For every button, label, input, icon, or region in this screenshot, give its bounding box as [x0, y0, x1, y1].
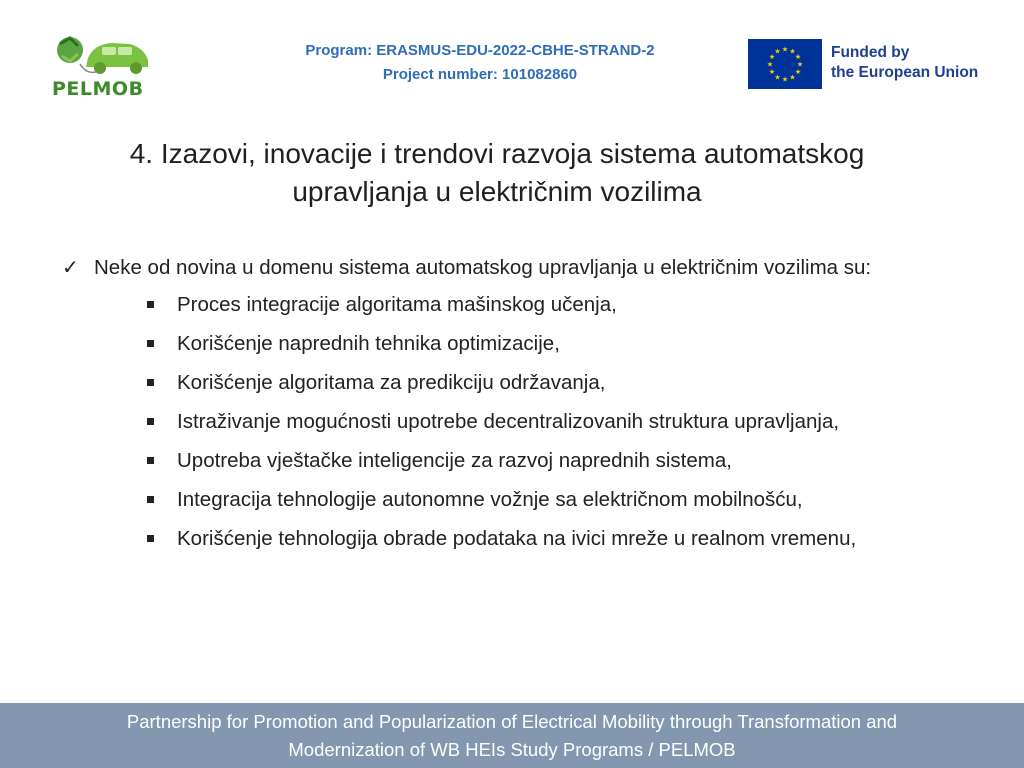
bullet-item — [177, 524, 947, 554]
eu-star-icon: ★ — [768, 54, 776, 61]
eu-star-icon: ★ — [794, 54, 802, 61]
bullet-text: Istraživanje mogućnosti upotrebe decentralizovanih struktura upravljanja, — [177, 410, 840, 433]
eu-star-icon: ★ — [774, 74, 781, 82]
bullet-item — [177, 407, 947, 437]
square-bullet-icon — [147, 535, 154, 542]
bullet-text: Integracija tehnologije autonomne vožnje sa električnom mobilnošću, — [177, 488, 803, 511]
footer-line-2: Modernization of WB HEIs Study Programs / PELMOB — [288, 739, 736, 760]
bullet-item — [177, 368, 947, 398]
bullet-text: Upotreba vještačke inteligencije za razvoj naprednih sistema, — [177, 449, 732, 472]
square-bullet-icon — [147, 457, 154, 464]
bullet-text: Korišćenje tehnologija obrade podataka na ivici mreže u realnom vremenu, — [177, 527, 857, 550]
intro-text: Neke od novina u domenu sistema automatskog upravljanja u električnim vozilima su: — [94, 256, 872, 279]
logo-wordmark: PELMOB — [52, 78, 144, 100]
project-number: Project number: 101082860 — [382, 66, 578, 83]
title-line-1: 4. Izazovi, inovacije i trendovi razvoja sistema automatskog — [129, 138, 865, 169]
square-bullet-icon — [147, 496, 154, 503]
eu-star-icon: ★ — [781, 46, 789, 54]
slide-content — [62, 253, 947, 563]
eu-star-icon: ★ — [789, 48, 796, 56]
bullet-item — [177, 485, 947, 515]
eu-star-icon: ★ — [768, 69, 776, 76]
square-bullet-icon — [147, 340, 154, 347]
square-bullet-icon — [147, 379, 154, 386]
bullet-text: Korišćenje naprednih tehnika optimizacije, — [177, 332, 560, 355]
footer-line-1: Partnership for Promotion and Popularization of Electrical Mobility through Transformation and — [126, 711, 898, 732]
bullet-list — [62, 290, 947, 554]
bullet-text: Korišćenje algoritama za predikciju održavanja, — [177, 371, 606, 394]
pelmob-logo — [50, 34, 152, 100]
eu-funding-badge — [748, 39, 998, 91]
eu-funding-text — [831, 43, 978, 83]
square-bullet-icon — [147, 301, 154, 308]
footer-bar — [0, 703, 1024, 768]
slide-title — [30, 135, 964, 211]
bullet-item — [177, 446, 947, 476]
eu-star-icon: ★ — [774, 48, 781, 56]
eu-line-1: Funded by — [831, 44, 910, 61]
intro-paragraph — [62, 253, 947, 283]
eu-star-icon: ★ — [794, 69, 802, 76]
eu-star-icon: ★ — [766, 61, 774, 69]
bullet-item — [177, 329, 947, 359]
eu-star-icon: ★ — [781, 76, 789, 84]
eu-line-2: the European Union — [831, 64, 979, 81]
square-bullet-icon — [147, 418, 154, 425]
eu-flag-icon — [748, 39, 822, 89]
title-line-2: upravljanja u električnim vozilima — [292, 176, 702, 207]
check-icon: ✓ — [62, 257, 79, 279]
eu-star-icon: ★ — [789, 74, 796, 82]
recycle-car-icon — [50, 34, 152, 84]
program-info — [260, 39, 700, 87]
eu-star-icon: ★ — [796, 61, 804, 69]
bullet-item — [177, 290, 947, 320]
program-line: Program: ERASMUS-EDU-2022-CBHE-STRAND-2 — [305, 42, 655, 59]
bullet-text: Proces integracije algoritama mašinskog učenja, — [177, 293, 617, 316]
